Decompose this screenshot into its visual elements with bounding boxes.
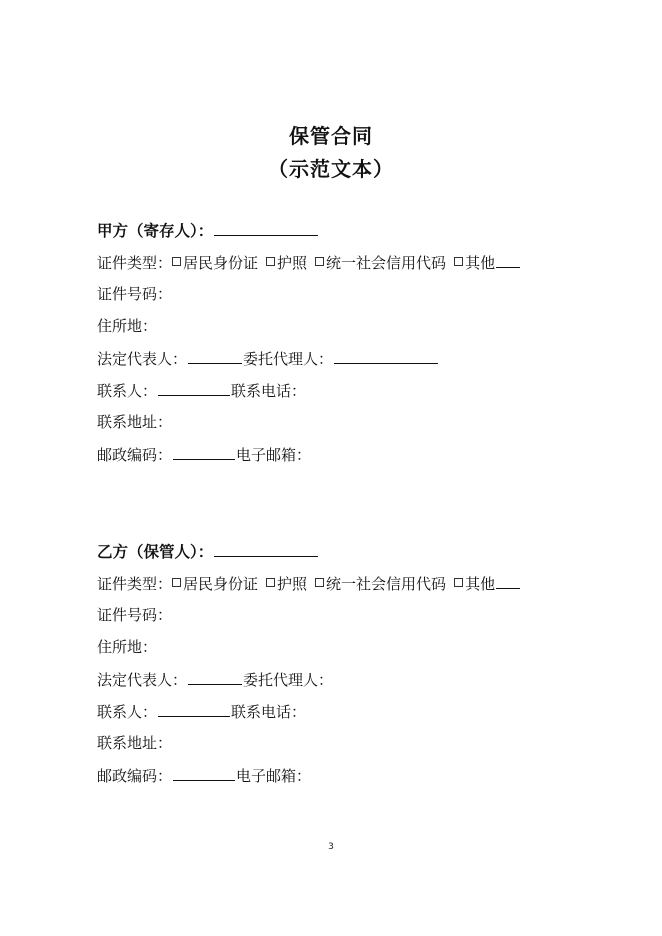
party-a-address-label: 住所地： (97, 317, 158, 335)
party-a-email-label: 电子邮箱： (236, 446, 312, 464)
party-a-postal-line (97, 443, 311, 465)
party-a-other-blank[interactable] (496, 251, 520, 268)
party-a-contact-blank[interactable] (158, 379, 230, 396)
party-b-email-label: 电子邮箱： (236, 767, 312, 785)
party-b-option-credit-code[interactable]: 统一社会信用代码 (315, 575, 446, 593)
party-b-postal-blank[interactable] (173, 764, 235, 781)
checkbox-icon[interactable] (172, 257, 181, 266)
document-title: 保管合同 (289, 124, 373, 148)
party-b-postal-label: 邮政编码： (97, 767, 173, 785)
party-a-option-passport[interactable]: 护照 (266, 254, 307, 272)
party-a-id-type-label: 证件类型： (97, 254, 173, 272)
party-a-name-blank[interactable] (214, 219, 318, 236)
party-a-option-other[interactable]: 其他 (454, 254, 495, 272)
party-a-id-type-line (97, 251, 521, 273)
party-b-postal-line (97, 764, 311, 786)
checkbox-icon[interactable] (266, 257, 275, 266)
party-a-agent-label: 委托代理人： (243, 350, 334, 368)
party-a-option-credit-code[interactable]: 统一社会信用代码 (315, 254, 446, 272)
party-b-legal-rep-label: 法定代表人： (97, 671, 188, 689)
party-a-rep-line (97, 347, 439, 369)
party-a-heading: 甲方（寄存人）： (97, 222, 214, 240)
party-a-postal-label: 邮政编码： (97, 446, 173, 464)
party-b-id-type-line (97, 572, 521, 594)
party-b-address-label: 住所地： (97, 638, 158, 656)
party-a-address-line (97, 315, 157, 337)
party-a-id-number-line (97, 283, 172, 305)
party-a-contact-address-line (97, 411, 172, 433)
page-number: 3 (328, 842, 334, 852)
party-b-id-type-label: 证件类型： (97, 575, 173, 593)
party-b-option-other[interactable]: 其他 (454, 575, 495, 593)
checkbox-icon[interactable] (172, 578, 181, 587)
party-a-legal-rep-blank[interactable] (188, 347, 242, 364)
party-a-contact-line (97, 379, 306, 401)
party-b-other-blank[interactable] (496, 572, 520, 589)
checkbox-icon[interactable] (266, 578, 275, 587)
party-b-rep-line (97, 668, 333, 690)
party-b-option-id-card[interactable]: 居民身份证 (172, 575, 258, 593)
party-b-heading-line (97, 540, 319, 562)
party-b-heading: 乙方（保管人）： (97, 543, 214, 561)
checkbox-icon[interactable] (315, 257, 324, 266)
party-b-agent-label: 委托代理人： (243, 671, 334, 689)
party-b-phone-label: 联系电话： (231, 703, 307, 721)
party-b-contact-address-label: 联系地址： (97, 734, 173, 752)
party-a-legal-rep-label: 法定代表人： (97, 350, 188, 368)
party-a-heading-line (97, 219, 319, 241)
party-b-option-passport[interactable]: 护照 (266, 575, 307, 593)
party-a-contact-address-label: 联系地址： (97, 413, 173, 431)
party-a-option-id-card[interactable]: 居民身份证 (172, 254, 258, 272)
party-b-legal-rep-blank[interactable] (188, 668, 242, 685)
party-a-id-number-label: 证件号码： (97, 285, 173, 303)
checkbox-icon[interactable] (454, 257, 463, 266)
party-b-contact-label: 联系人： (97, 703, 158, 721)
party-b-address-line (97, 636, 157, 658)
party-a-contact-label: 联系人： (97, 382, 158, 400)
checkbox-icon[interactable] (315, 578, 324, 587)
party-b-id-number-label: 证件号码： (97, 606, 173, 624)
party-b-name-blank[interactable] (214, 540, 318, 557)
party-a-phone-label: 联系电话： (231, 382, 307, 400)
party-b-contact-blank[interactable] (158, 700, 230, 717)
checkbox-icon[interactable] (454, 578, 463, 587)
party-a-agent-blank[interactable] (334, 347, 438, 364)
party-b-id-number-line (97, 604, 172, 626)
party-b-contact-address-line (97, 732, 172, 754)
party-a-postal-blank[interactable] (173, 443, 235, 460)
document-subtitle: （示范文本） (268, 157, 394, 181)
party-b-contact-line (97, 700, 306, 722)
